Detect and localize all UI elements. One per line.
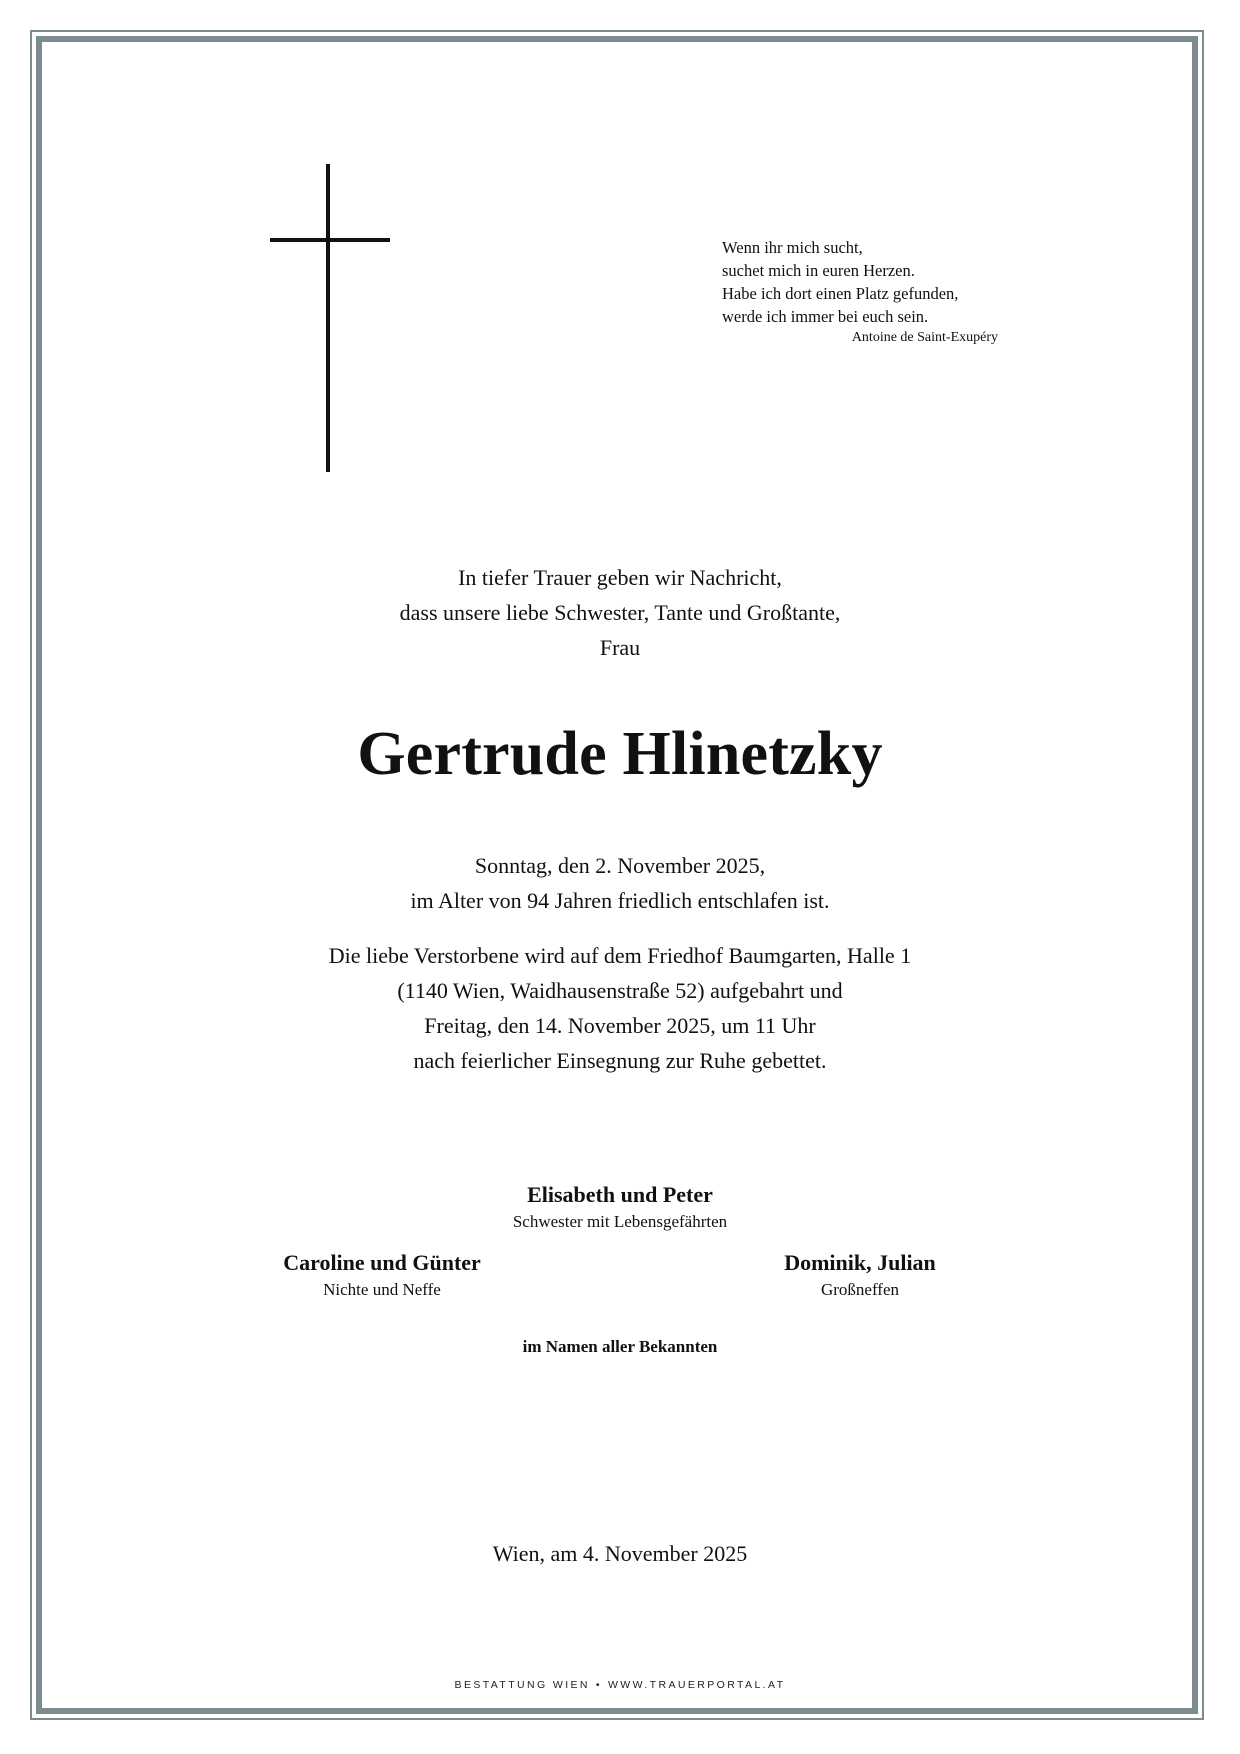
quote-line: Wenn ihr mich sucht, bbox=[722, 238, 863, 257]
mourner-relation: Nichte und Neffe bbox=[323, 1280, 441, 1299]
intro-line: In tiefer Trauer geben wir Nachricht, bbox=[458, 565, 782, 590]
death-notice-line: Sonntag, den 2. November 2025, bbox=[474, 853, 766, 878]
funeral-line: (1140 Wien, Waidhausenstraße 52) aufgebahrt und bbox=[397, 978, 843, 1003]
funeral-line: Freitag, den 14. November 2025, um 11 Uhr bbox=[424, 1013, 816, 1038]
mourner-group-sister bbox=[420, 1180, 820, 1234]
mourner-relation: Schwester mit Lebensgefährten bbox=[512, 1212, 728, 1231]
footer-website-link[interactable]: WWW.TRAUERPORTAL.AT bbox=[608, 1679, 786, 1691]
funeral-line: nach feierlicher Einsegnung zur Ruhe gebettet. bbox=[413, 1048, 827, 1073]
footer bbox=[0, 1678, 1240, 1692]
cross-horizontal-bar bbox=[270, 238, 390, 242]
quote-line: Habe ich dort einen Platz gefunden, bbox=[722, 284, 959, 303]
quote-line: suchet mich in euren Herzen. bbox=[722, 261, 915, 280]
cross-icon bbox=[270, 164, 390, 472]
announcement-intro bbox=[0, 560, 1240, 665]
place-and-date: Wien, am 4. November 2025 bbox=[492, 1541, 748, 1566]
quote-author: Antoine de Saint-Exupéry bbox=[851, 330, 998, 345]
mourner-names: Caroline und Günter bbox=[283, 1250, 481, 1275]
funeral-details bbox=[0, 938, 1240, 1078]
intro-line: dass unsere liebe Schwester, Tante und Großtante, bbox=[399, 600, 841, 625]
intro-line: Frau bbox=[599, 635, 641, 660]
mourner-group-grandnephews bbox=[710, 1248, 1010, 1302]
quote-line: werde ich immer bei euch sein. bbox=[722, 307, 929, 326]
epigraph-quote bbox=[722, 236, 1002, 348]
funeral-line: Die liebe Verstorbene wird auf dem Friedhof Baumgarten, Halle 1 bbox=[328, 943, 912, 968]
death-notice-line: im Alter von 94 Jahren friedlich entschlafen ist. bbox=[410, 888, 830, 913]
deceased-name: Gertrude Hlinetzky bbox=[357, 720, 883, 788]
closing-line: im Namen aller Bekannten bbox=[522, 1337, 718, 1356]
footer-separator: • bbox=[595, 1679, 602, 1691]
mourner-names: Elisabeth und Peter bbox=[527, 1182, 713, 1207]
footer-company: BESTATTUNG WIEN bbox=[454, 1679, 590, 1691]
mourner-names: Dominik, Julian bbox=[784, 1250, 936, 1275]
death-notice bbox=[0, 848, 1240, 918]
cross-vertical-bar bbox=[326, 164, 330, 472]
mourner-group-niece-nephew bbox=[232, 1248, 532, 1302]
mourner-relation: Großneffen bbox=[820, 1280, 900, 1299]
